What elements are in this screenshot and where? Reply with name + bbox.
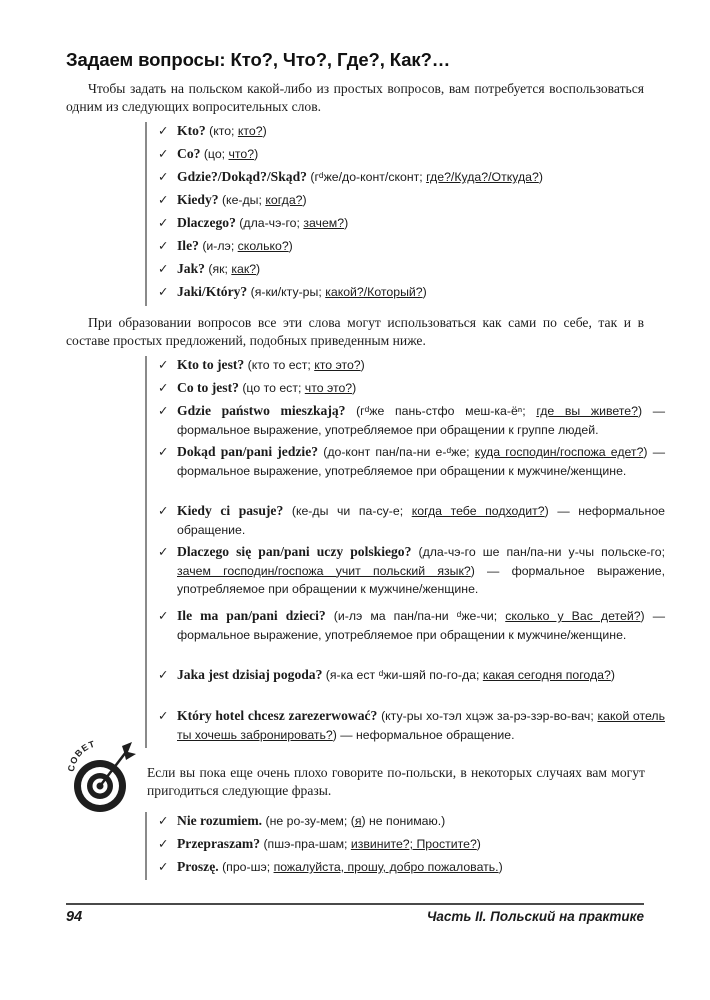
polish-word: Dlaczego? [177,215,236,230]
polish-phrase: Co to jest? [177,380,239,395]
check-icon: ✓ [158,284,169,299]
check-icon: ✓ [158,667,169,682]
transcription: (кто то ест; [247,358,315,372]
target-icon [66,738,140,818]
polish-phrase: Proszę. [177,859,219,874]
useful-phrases-list [145,812,647,880]
running-footer-title: Часть II. Польский на практике [426,909,644,924]
translation: пожалуйста, прошу, добро пожаловать. [273,860,499,874]
description: ) — формальное выражение, употребляемое при обращении к мужчине/женщине. [177,445,666,478]
list-item: ✓ Przepraszam? (пшэ-пра-шам; извините?; Простите?) [158,836,481,851]
transcription: (гᵈже пань-стфо меш-ка-ёⁿ; [356,404,537,418]
translation: где?/Куда?/Откуда? [426,170,539,184]
transcription: (ке-ды; [221,193,266,207]
translation: зачем? [303,216,345,230]
list-item: ✓ Jaka jest dzisiaj pogoda? (я-ка ест ᵈжи-шяй по-го-да; какая сегодня погода?) [158,667,615,682]
description: ) — формальное выражение, употребляемое при обращении к мужчине/женщине. [177,563,666,596]
translation: кто это? [314,358,361,372]
translation: какая сегодня погода? [482,668,611,682]
check-icon: ✓ [158,357,169,372]
translation: какой?/Который? [325,285,423,299]
transcription: (як; [208,262,232,276]
transcription: (ке-ды чи па-су-е; [291,504,412,518]
check-icon: ✓ [158,215,169,230]
translation: когда? [265,193,303,207]
example-questions-list [145,356,666,748]
polish-phrase: Gdzie państwo mieszkają? [177,403,346,418]
transcription: (до-конт пан/па-ни е-ᵈже; [323,445,475,459]
transcription: (не ро-зу-мем; ( [265,814,355,828]
polish-word: Kiedy? [177,192,219,207]
check-icon: ✓ [158,503,169,518]
transcription: (цо то ест; [242,381,305,395]
description: ) — неформальное обращение. [177,504,666,537]
transcription: (дла-чэ-го; [239,216,304,230]
check-icon: ✓ [158,192,169,207]
translation: сколько? [237,239,289,253]
transcription: (кто; [209,124,238,138]
list-item: ✓ Co? (цо; что?) [158,146,259,161]
polish-word: Ile? [177,238,199,253]
translation: где вы живете? [536,404,638,418]
list-item [147,402,665,439]
list-item [147,443,665,480]
check-icon: ✓ [158,123,169,138]
translation: зачем господин/госпожа учит польский язык? [177,563,471,578]
list-item: ✓ Jaki/Który? (я-ки/кту-ры; какой?/Который?) [158,284,427,299]
tip-badge-label: СОВЕТ [66,738,97,773]
list-item: ✓ Kiedy? (ке-ды; когда?) [158,192,307,207]
list-item [147,543,665,599]
polish-word: Jak? [177,261,205,276]
description: ) — формальное выражение, употребляемое при обращении к группе людей. [177,404,665,437]
translation: какой отель ты хочешь забронировать? [177,709,665,742]
check-icon: ✓ [158,836,169,851]
translation: что? [228,147,255,161]
list-item [147,502,665,539]
check-icon: ✓ [158,261,169,276]
check-icon: ✓ [158,608,169,623]
check-icon: ✓ [158,544,169,559]
polish-phrase: Dlaczego się pan/pani uczy polskiego? [177,544,412,559]
transcription: (кту-ры хо-тэл хцэж за-рэ-зэр-во-вач; [381,709,598,723]
translation: кто? [237,124,263,138]
polish-phrase: Który hotel chcesz zarezerwować? [177,708,378,723]
check-icon: ✓ [158,813,169,828]
check-icon: ✓ [158,380,169,395]
translation: как? [231,262,257,276]
list-item: ✓ Dlaczego? (дла-чэ-го; зачем?) [158,215,349,230]
list-item: ✓ Gdzie?/Dokąd?/Skąd? (гᵈже/до-конт/сконт; где?/Куда?/Откуда?) [158,169,543,184]
list-item: ✓ Jak? (як; как?) [158,261,261,276]
transcription: (пшэ-пра-шам; [263,837,351,851]
description: ) — неформальное обращение. [332,727,515,742]
translation: когда тебе подходит? [411,504,545,518]
transcription: (я-ки/кту-ры; [250,285,326,299]
check-icon: ✓ [158,859,169,874]
intro-paragraph: Чтобы задать на польском какой-либо из простых вопросов, вам потребуется воспользоваться одним из следующих вопросительных слов. [66,81,644,114]
tip-text: Если вы пока еще очень плохо говорите по-польски, в некоторых случаях вам могут пригодиться следующие фразы. [147,765,645,798]
transcription: (гᵈже/до-конт/сконт; [310,170,427,184]
translation: сколько у Вас детей? [505,609,641,623]
list-item: ✓ Ile? (и-лэ; сколько?) [158,238,293,253]
polish-word: Jaki/Który? [177,284,248,299]
transcription: (и-лэ ма пан/па-ни ᵈже-чи; [333,609,506,623]
polish-phrase: Ile ma pan/pani dzieci? [177,608,326,623]
check-icon: ✓ [158,444,169,459]
translation: извините?; Простите? [350,837,477,851]
polish-word: Kto? [177,123,206,138]
list-item [147,607,665,644]
check-icon: ✓ [158,708,169,723]
transcription: (цо; [203,147,229,161]
list-item [147,707,665,744]
polish-phrase: Nie rozumiem. [177,813,263,828]
list-item: ✓ Nie rozumiem. (не ро-зу-мем; (я) не понимаю.) [158,813,446,828]
check-icon: ✓ [158,238,169,253]
polish-word: Gdzie?/Dokąd?/Skąd? [177,169,307,184]
polish-word: Co? [177,146,201,161]
translation: что это? [304,381,353,395]
section-heading: Задаем вопросы: Кто?, Что?, Где?, Как?… [66,49,451,70]
translation: куда господин/госпожа едет? [474,445,644,459]
check-icon: ✓ [158,169,169,184]
translation: я [354,814,362,828]
list-item: ✓ Kto to jest? (кто то ест; кто это?) [158,357,365,372]
polish-phrase: Jaka jest dzisiaj pogoda? [177,667,323,682]
polish-phrase: Kto to jest? [177,357,245,372]
polish-phrase: Dokąd pan/pani jedzie? [177,444,319,459]
polish-phrase: Kiedy ci pasuje? [177,503,284,518]
polish-phrase: Przepraszam? [177,836,261,851]
transcription: (я-ка ест ᵈжи-шяй по-го-да; [325,668,483,682]
check-icon: ✓ [158,146,169,161]
transcription: (дла-чэ-го ше пан/па-ни у-чы польске-го; [418,545,665,559]
question-words-list [145,122,647,306]
transcription: (и-лэ; [202,239,238,253]
page-number: 94 [66,909,83,925]
transcription: (про-шэ; [222,860,274,874]
footer-divider [66,903,644,905]
list-item: ✓ Kto? (кто; кто?) [158,123,267,138]
description: ) — формальное выражение, употребляемое при обращении к мужчине/женщине. [177,609,665,642]
check-icon: ✓ [158,403,169,418]
second-paragraph: При образовании вопросов все эти слова могут использоваться как сами по себе, так и в составе простых предложений, подобных приведенным ниже. [66,315,644,348]
list-item: ✓ Proszę. (про-шэ; пожалуйста, прошу, добро пожаловать.) [158,859,503,874]
list-item: ✓ Co to jest? (цо то ест; что это?) [158,380,357,395]
